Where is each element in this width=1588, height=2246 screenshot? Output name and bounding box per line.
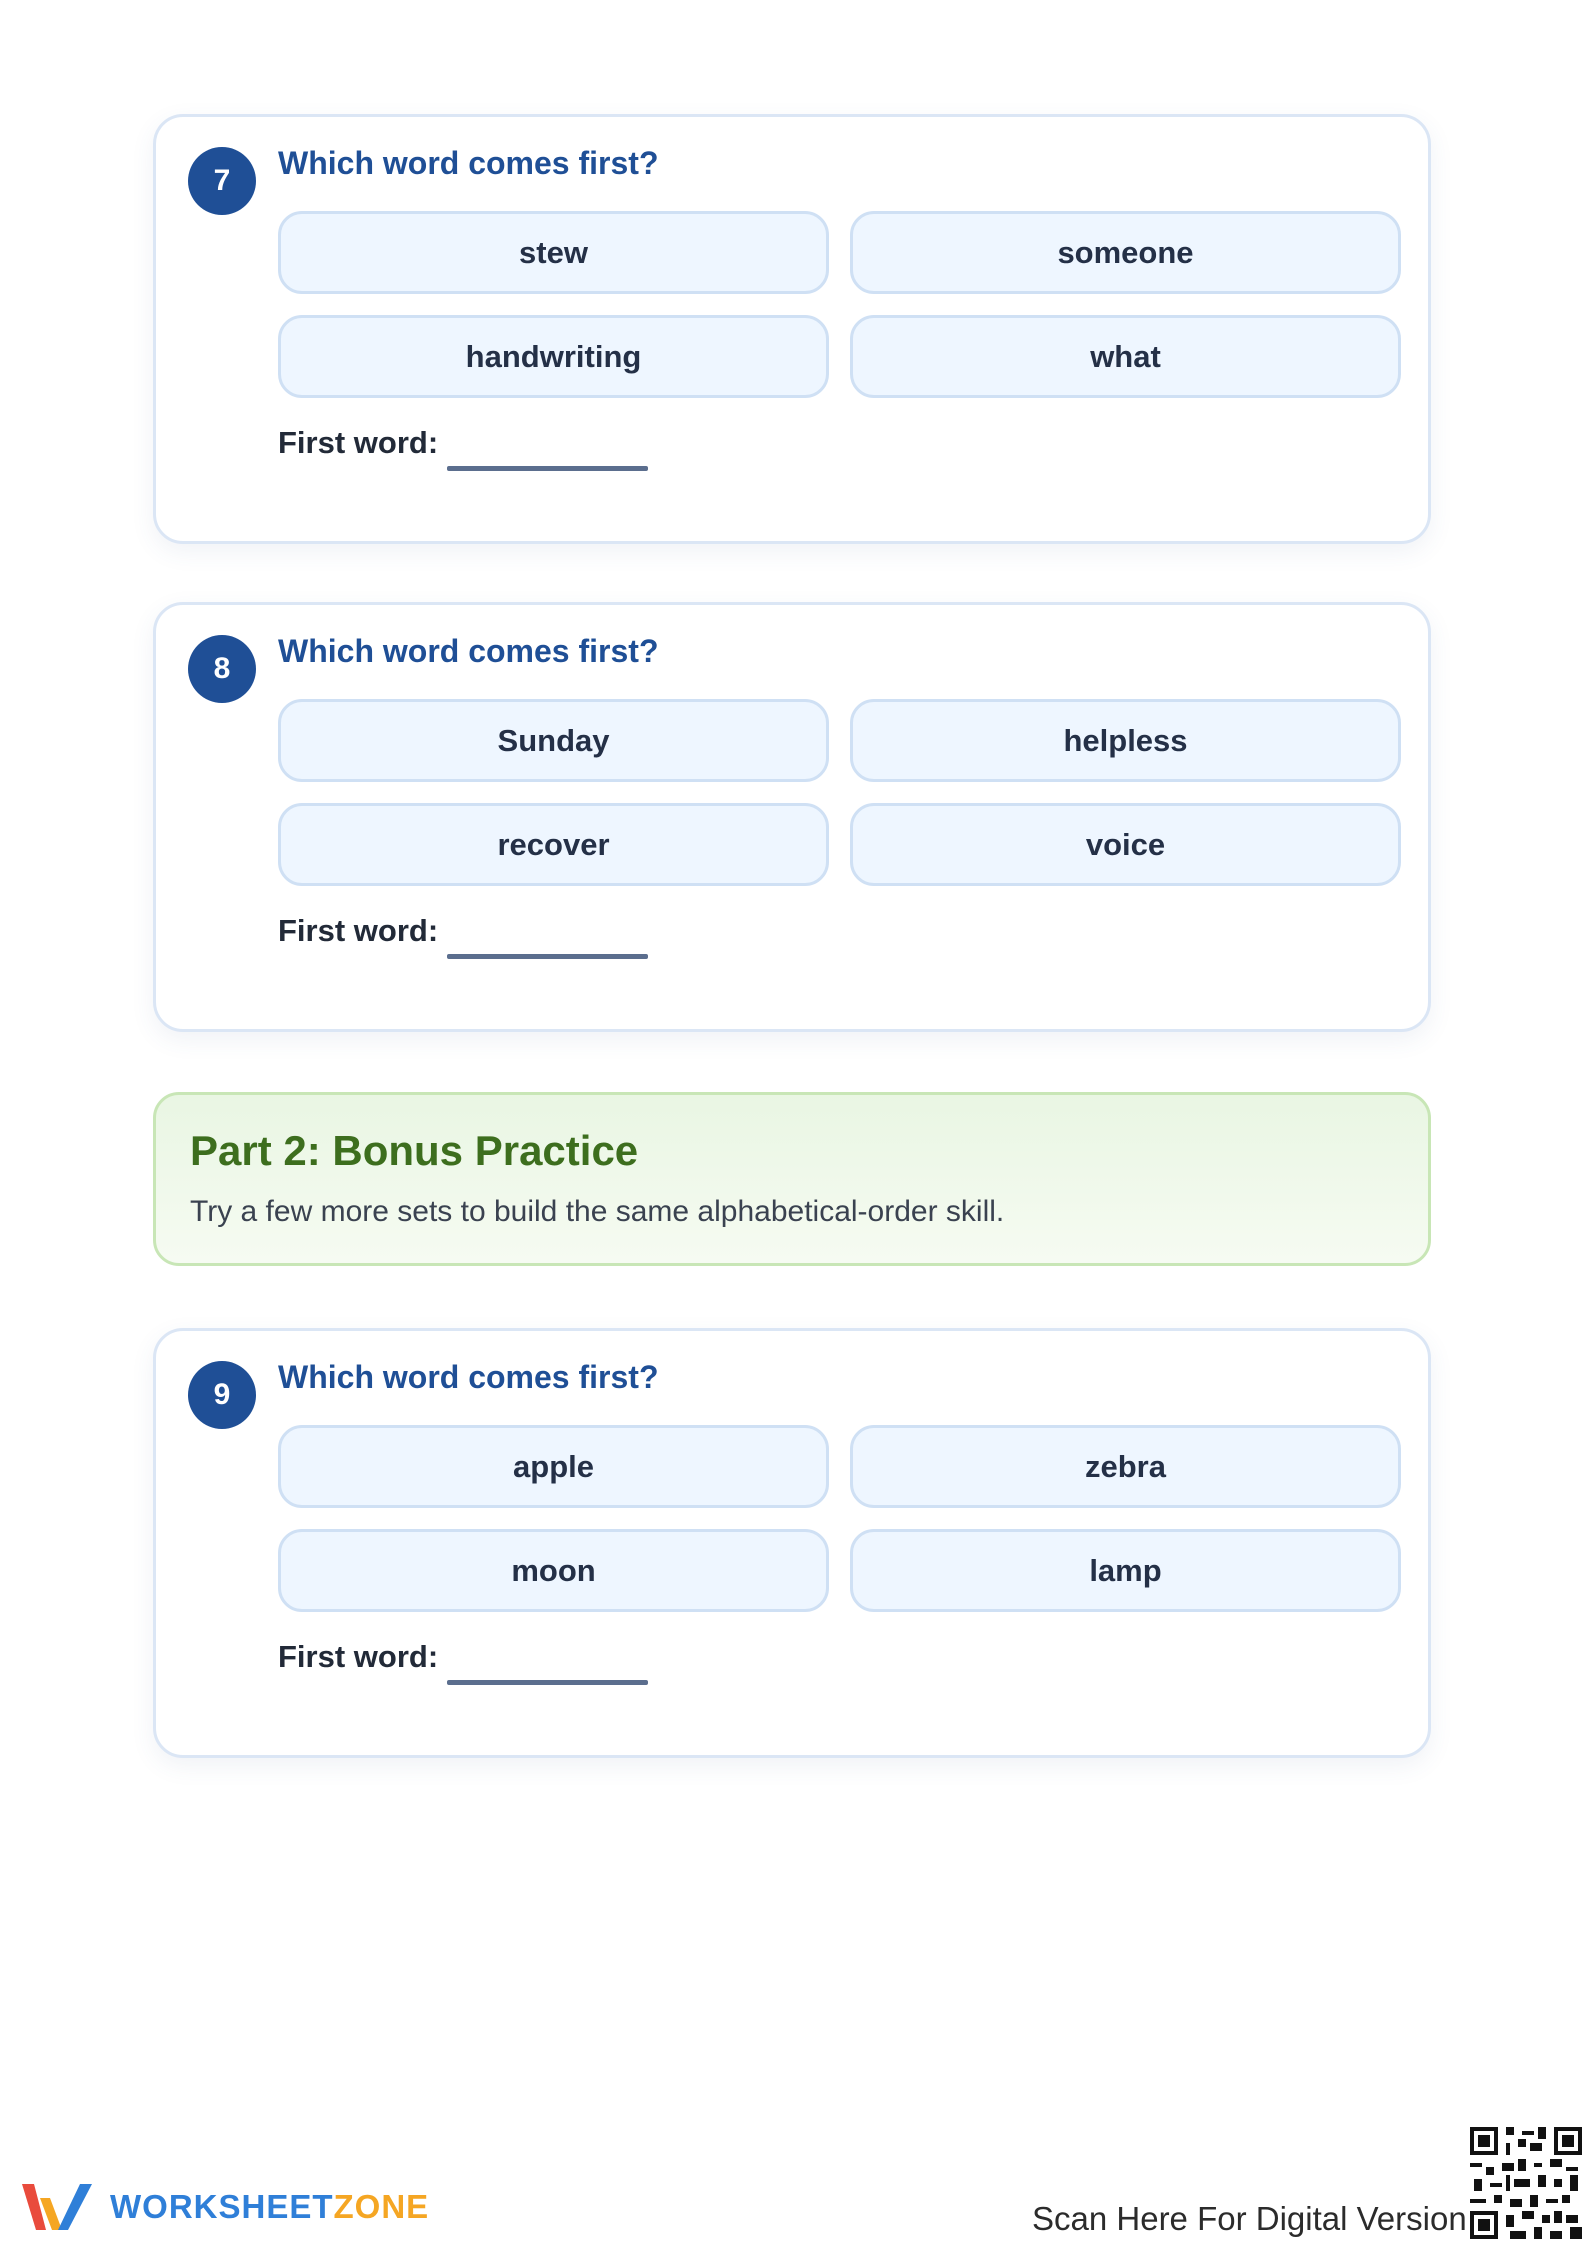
option-button[interactable]: moon	[278, 1529, 829, 1612]
option-button[interactable]: Sunday	[278, 699, 829, 782]
qr-code-icon[interactable]	[1470, 2127, 1582, 2239]
option-button[interactable]: helpless	[850, 699, 1401, 782]
bonus-title: Part 2: Bonus Practice	[190, 1127, 639, 1174]
option-button[interactable]: recover	[278, 803, 829, 886]
brand-name-part1: WORKSHEET	[110, 2188, 334, 2225]
bonus-description: Try a few more sets to build the same alphabetical-order skill.	[190, 1195, 1005, 1228]
question-number-badge: 7	[188, 147, 256, 215]
option-button[interactable]: apple	[278, 1425, 829, 1508]
scan-caption: Scan Here For Digital Version	[1032, 2200, 1467, 2237]
option-button[interactable]: voice	[850, 803, 1401, 886]
first-word-label: First word:	[278, 913, 439, 948]
answer-blank[interactable]	[447, 466, 648, 471]
answer-blank[interactable]	[447, 954, 648, 959]
question-prompt: Which word comes first?	[278, 633, 659, 669]
option-button[interactable]: what	[850, 315, 1401, 398]
option-button[interactable]: zebra	[850, 1425, 1401, 1508]
first-word-label: First word:	[278, 1639, 439, 1674]
question-prompt: Which word comes first?	[278, 145, 659, 181]
answer-blank[interactable]	[447, 1680, 648, 1685]
option-button[interactable]: someone	[850, 211, 1401, 294]
question-prompt: Which word comes first?	[278, 1359, 659, 1395]
option-button[interactable]: stew	[278, 211, 829, 294]
question-number-badge: 8	[188, 635, 256, 703]
question-number-badge: 9	[188, 1361, 256, 1429]
worksheetzone-logo[interactable]	[18, 2178, 429, 2236]
first-word-label: First word:	[278, 425, 439, 460]
brand-name	[110, 2188, 429, 2226]
question-card-7	[153, 114, 1431, 544]
option-button[interactable]: lamp	[850, 1529, 1401, 1612]
logo-w-icon	[18, 2178, 98, 2236]
question-card-9	[153, 1328, 1431, 1758]
brand-name-part2: ZONE	[333, 2188, 430, 2225]
option-button[interactable]: handwriting	[278, 315, 829, 398]
question-card-8	[153, 602, 1431, 1032]
bonus-practice-banner	[153, 1092, 1431, 1266]
